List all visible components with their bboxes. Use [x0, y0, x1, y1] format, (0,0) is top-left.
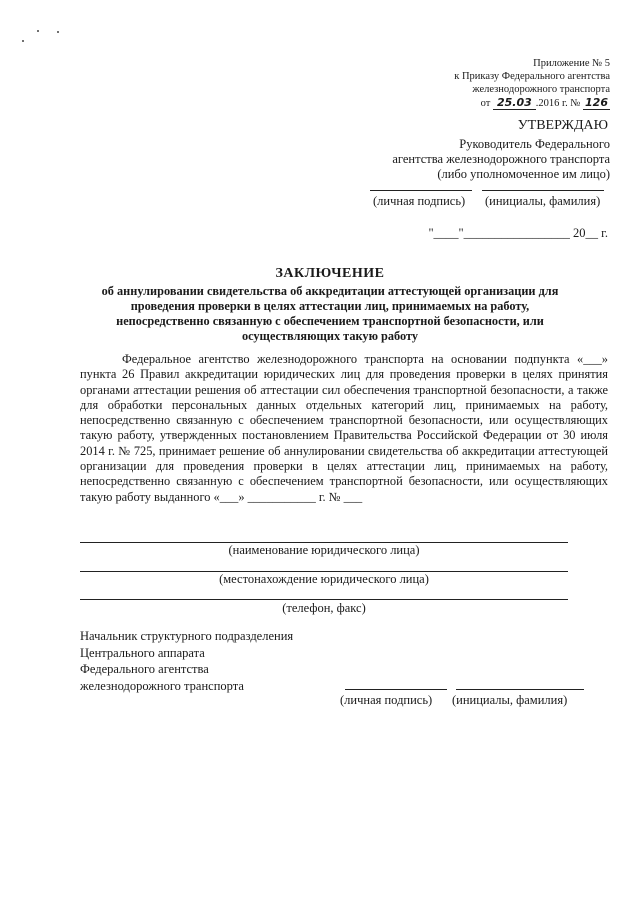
signatory-block: [80, 628, 293, 694]
document-title: ЗАКЛЮЧЕНИЕ: [275, 266, 385, 281]
appendix-block: [350, 57, 610, 110]
appendix-agency: железнодорожного транспорта: [472, 84, 610, 95]
handwritten-number: 126: [585, 96, 608, 109]
phone-fax-caption: (телефон, факс): [282, 601, 366, 615]
signatory-signature-caption: (личная подпись): [340, 693, 433, 707]
appendix-number: Приложение № 5: [533, 58, 610, 69]
signatory-agency-type: железнодорожного транспорта: [80, 678, 244, 693]
decision-text: Федеральное агентство железнодорожного транспорта на основании подпункта «___» пункта 26 Правил аккредитации юридических лиц для проведения проверки в целях принятия органами аттестации решения об аттестации сил обеспечения транспортной безопасности, а также для обработки персональных данных отдельных категорий лиц, принимаемых на работу, непосредственно связанную с обеспечением транспортной безопасности, или осуществляющих такую работу, утвержденных постановлением Правительства Российской Федерации от 30 июля 2014 г. № 725, принимает решение об аннулировании свидетельства об аккредитации аттестующей организации для проведения проверки в целях аттестации лиц, принимаемых на работу, непосредственно связанную с обеспечением транспортной безопасности, или осуществляющих такую работу выданного «___» ___________ г. № ___: [80, 352, 608, 504]
approve-position: Руководитель Федерального: [459, 137, 610, 151]
approve-name-caption: (инициалы, фамилия): [485, 194, 601, 208]
signatory-name-line: [456, 689, 584, 690]
approve-date-line: "____"_________________ 20__ г.: [428, 226, 608, 240]
date-prefix: от: [480, 98, 491, 109]
org-location-caption: (местонахождение юридического лица): [219, 572, 429, 586]
signatory-signature-line: [345, 689, 447, 690]
subtitle-line-3: непосредственно связанную с обеспечением транспортной безопасности, или: [116, 314, 544, 328]
org-name-caption: (наименование юридического лица): [228, 543, 420, 557]
approve-signature-line: [370, 190, 472, 191]
date-year: .2016 г. №: [535, 98, 581, 109]
approve-heading: УТВЕРЖДАЮ: [517, 118, 608, 133]
decision-paragraph: [80, 352, 608, 505]
approve-name-line: [482, 190, 604, 191]
document-subtitle: [40, 284, 620, 344]
subtitle-line-1: об аннулировании свидетельства об аккредитации аттестующей организации для: [101, 284, 559, 298]
signatory-name-caption: (инициалы, фамилия): [452, 693, 568, 707]
appendix-date-line: [350, 96, 610, 110]
approve-signature-caption: (личная подпись): [373, 194, 466, 208]
signatory-position: Начальник структурного подразделения: [80, 629, 294, 643]
subtitle-line-2: проведения проверки в целях аттестации лиц, принимаемых на работу,: [130, 299, 530, 313]
subtitle-line-4: осуществляющих такую работу: [241, 329, 419, 343]
approve-authorized: (либо уполномоченное им лицо): [437, 167, 610, 181]
handwritten-date: 25.03: [493, 96, 536, 110]
phone-fax-line: [80, 599, 568, 600]
approve-agency: агентства железнодорожного транспорта: [392, 152, 610, 166]
signatory-agency: Федерального агентства: [80, 662, 209, 676]
appendix-order-ref: к Приказу Федерального агентства: [454, 71, 610, 82]
approve-block: [310, 137, 610, 182]
signatory-department: Центрального аппарата: [80, 645, 205, 660]
